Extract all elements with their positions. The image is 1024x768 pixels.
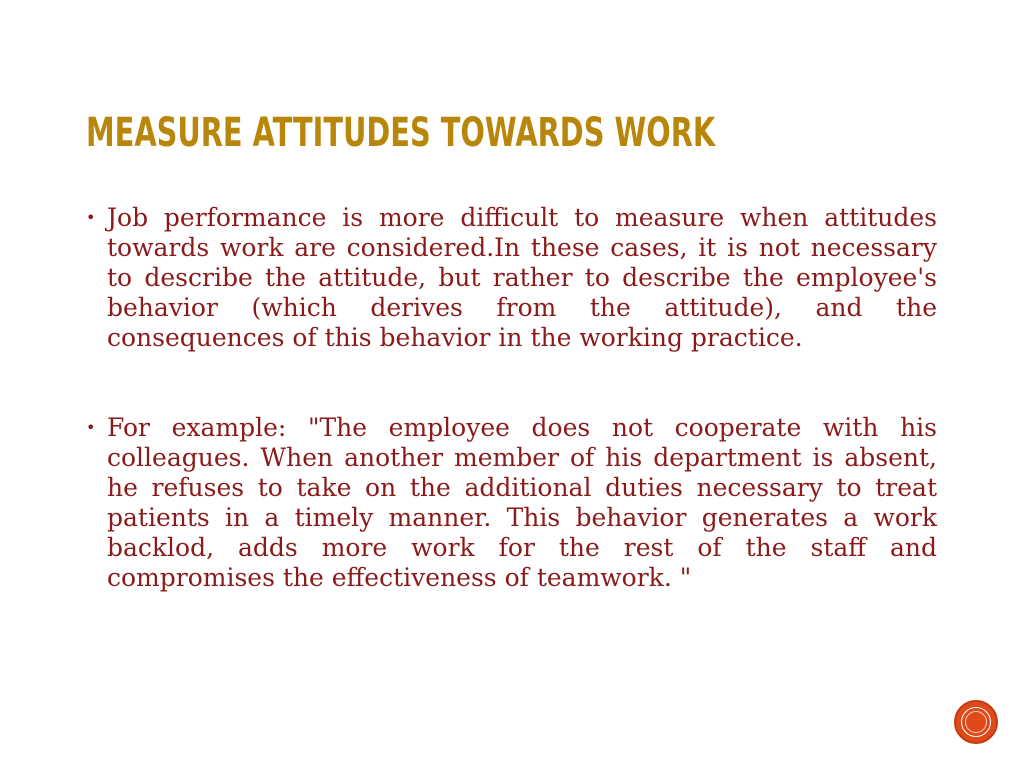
bullet-item xyxy=(86,203,937,353)
bullet-text: For example: "The employee does not cooperate with his colleagues. When another member of his department is absent, he refuses to take on the additional duties necessary to treat patients in a timely manner. This behavior generates a work backlod, adds more work for the rest of the staff and compromises the effectiveness of teamwork. " xyxy=(107,413,937,592)
bullet-list xyxy=(86,203,937,593)
bullet-item xyxy=(86,413,937,593)
circle-nav-inner-icon xyxy=(965,711,987,733)
bullet-marker: • xyxy=(86,208,96,227)
slide-nav-button[interactable] xyxy=(954,700,998,744)
bullet-text: Job performance is more difficult to measure when attitudes towards work are considered.In these cases, it is not necessary to describe the attitude, but rather to describe the employee's behavior (which derives from the attitude), and the consequences of this behavior in the working practice. xyxy=(107,203,937,352)
slide-title: MEASURE ATTITUDES TOWARDS WORK xyxy=(86,110,716,156)
bullet-marker: • xyxy=(86,418,96,437)
